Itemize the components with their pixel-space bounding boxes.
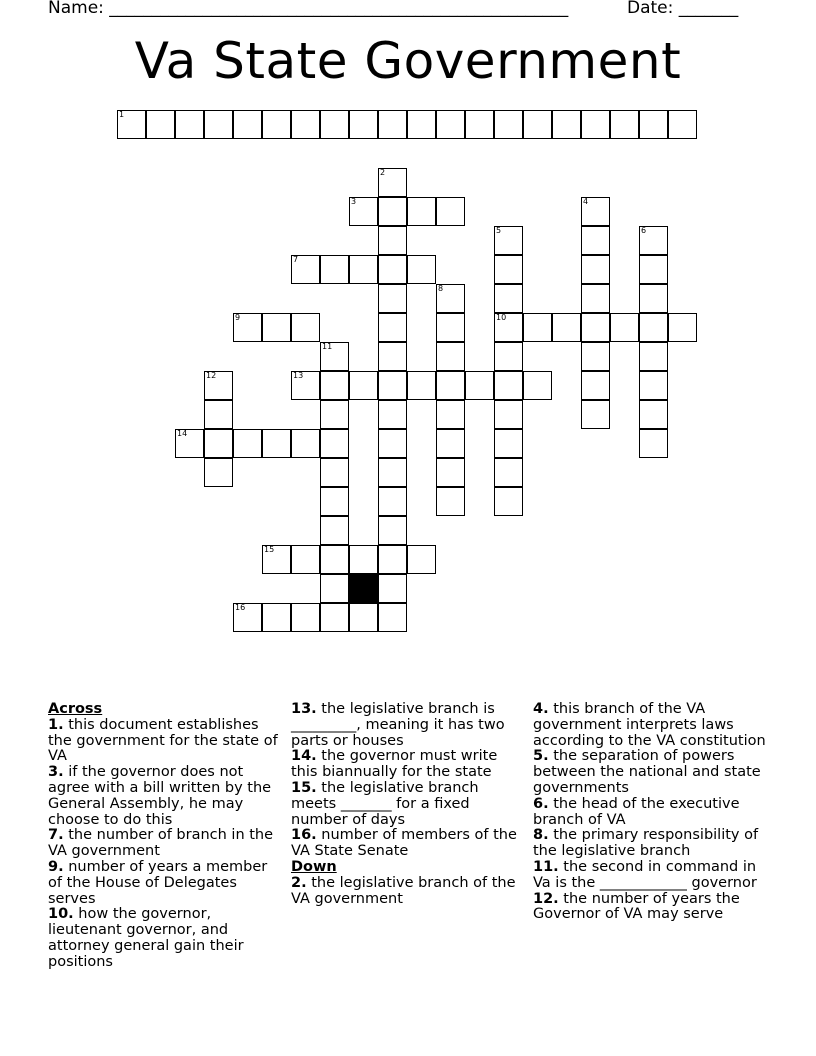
crossword-cell[interactable]: [291, 429, 320, 458]
crossword-cell[interactable]: [494, 110, 523, 139]
clue-down-12: [533, 892, 769, 924]
crossword-cell[interactable]: [378, 458, 407, 487]
clue-number: 10.: [48, 906, 74, 923]
crossword-cell[interactable]: [436, 197, 465, 226]
crossword-cell[interactable]: [378, 487, 407, 516]
crossword-cell[interactable]: [320, 255, 349, 284]
cell-number: 10: [496, 313, 507, 322]
crossword-cell[interactable]: [407, 197, 436, 226]
page-title: Va State Government: [134, 32, 682, 90]
clue-number: 7.: [48, 827, 64, 844]
crossword-cell[interactable]: [378, 197, 407, 226]
crossword-cell[interactable]: [494, 255, 523, 284]
cell-number: 7: [293, 255, 299, 264]
crossword-cell[interactable]: [494, 458, 523, 487]
clue-number: 14.: [291, 748, 317, 765]
cell-number: 16: [235, 603, 246, 612]
crossword-cell[interactable]: [494, 226, 523, 255]
crossword-cell[interactable]: [494, 371, 523, 400]
crossword-cell[interactable]: [291, 255, 320, 284]
cell-number: 2: [380, 168, 386, 177]
crossword-cell[interactable]: [262, 110, 291, 139]
crossword-cell[interactable]: [610, 110, 639, 139]
crossword-cell[interactable]: [320, 603, 349, 632]
crossword-cell[interactable]: [378, 110, 407, 139]
crossword-cell[interactable]: [291, 110, 320, 139]
crossword-cell[interactable]: [494, 284, 523, 313]
clue-across-7: [48, 828, 284, 860]
clue-number: 3.: [48, 764, 64, 781]
clue-text: the legislative branch of the VA government: [291, 874, 516, 907]
crossword-cell[interactable]: [262, 545, 291, 574]
clue-text: if the governor does not agree with a bill written by the General Assembly, he may choose to do this: [48, 764, 272, 828]
crossword-cell[interactable]: [204, 110, 233, 139]
crossword-cell[interactable]: [581, 342, 610, 371]
cell-number: 15: [264, 545, 275, 554]
date-field[interactable]: Date: _______: [627, 0, 739, 18]
crossword-cell[interactable]: [378, 545, 407, 574]
clue-text: the number of years the Governor of VA may serve: [533, 890, 740, 923]
cell-number: 4: [583, 197, 589, 206]
crossword-cell[interactable]: [146, 110, 175, 139]
crossword-cell[interactable]: [233, 313, 262, 342]
crossword-cell[interactable]: [262, 313, 291, 342]
crossword-cell[interactable]: [639, 284, 668, 313]
crossword-cell[interactable]: [639, 226, 668, 255]
cell-number: 1: [119, 110, 125, 119]
cell-number: 8: [438, 284, 444, 293]
crossword-cell[interactable]: [639, 110, 668, 139]
crossword-cell[interactable]: [581, 197, 610, 226]
crossword-cell[interactable]: [117, 110, 146, 139]
crossword-cell[interactable]: [494, 342, 523, 371]
clue-number: 8.: [533, 827, 549, 844]
crossword-cell[interactable]: [639, 255, 668, 284]
clue-down-11: [533, 860, 769, 892]
crossword-cell[interactable]: [291, 371, 320, 400]
crossword-cell[interactable]: [407, 110, 436, 139]
crossword-cell[interactable]: [581, 284, 610, 313]
clue-down-2: [291, 876, 525, 908]
clue-text: the number of branch in the VA government: [48, 827, 274, 860]
crossword-cell[interactable]: [320, 487, 349, 516]
crossword-cell[interactable]: [262, 429, 291, 458]
crossword-cell[interactable]: [320, 516, 349, 545]
crossword-cell[interactable]: [639, 371, 668, 400]
crossword-cell[interactable]: [378, 168, 407, 197]
header: [48, 0, 748, 20]
crossword-cell[interactable]: [436, 313, 465, 342]
crossword-cell[interactable]: [233, 110, 262, 139]
crossword-cell[interactable]: [320, 110, 349, 139]
crossword-cell[interactable]: [465, 110, 494, 139]
crossword-cell[interactable]: [494, 313, 523, 342]
clue-down-8: [533, 828, 769, 860]
cell-number: 3: [351, 197, 357, 206]
crossword-cell[interactable]: [349, 255, 378, 284]
crossword-cell[interactable]: [523, 313, 552, 342]
clue-down-6: [533, 797, 769, 829]
across-heading: Across: [48, 701, 103, 717]
cell-number: 14: [177, 429, 188, 438]
crossword-cell[interactable]: [581, 255, 610, 284]
crossword-cell[interactable]: [639, 313, 668, 342]
clue-text: the governor must write this biannually for the state: [291, 748, 498, 781]
crossword-cell[interactable]: [610, 313, 639, 342]
crossword-cell[interactable]: [581, 313, 610, 342]
crossword-cell[interactable]: [320, 458, 349, 487]
crossword-cell[interactable]: [436, 487, 465, 516]
crossword-cell[interactable]: [407, 255, 436, 284]
clue-number: 4.: [533, 701, 549, 717]
clue-down-4: [533, 702, 769, 749]
crossword-cell[interactable]: [639, 342, 668, 371]
crossword-cell[interactable]: [378, 226, 407, 255]
crossword-cell[interactable]: [378, 516, 407, 545]
crossword-cell[interactable]: [378, 574, 407, 603]
crossword-cell[interactable]: [291, 545, 320, 574]
crossword-cell[interactable]: [552, 110, 581, 139]
clue-text: how the governor, lieutenant governor, and attorney general gain their positions: [48, 906, 244, 970]
clue-text: number of years a member of the House of Delegates serves: [48, 858, 268, 907]
crossword-cell[interactable]: [349, 197, 378, 226]
clue-text: this branch of the VA government interprets laws according to the VA constitution: [533, 701, 766, 749]
crossword-cell[interactable]: [581, 400, 610, 429]
clue-number: 12.: [533, 890, 559, 907]
clue-text: number of members of the VA State Senate: [291, 827, 517, 860]
crossword-cell[interactable]: [436, 400, 465, 429]
clues-column-2: [291, 702, 525, 907]
crossword-cell[interactable]: [320, 371, 349, 400]
crossword-cell[interactable]: [320, 545, 349, 574]
crossword-cell[interactable]: [378, 313, 407, 342]
crossword-cell[interactable]: [233, 603, 262, 632]
clue-text: the primary responsibility of the legislative branch: [533, 827, 759, 860]
clue-number: 1.: [48, 716, 64, 733]
clue-across-16: [291, 828, 525, 860]
clue-across-13: [291, 702, 525, 749]
crossword-cell[interactable]: [436, 284, 465, 313]
clue-number: 2.: [291, 874, 307, 891]
crossword-cell[interactable]: [378, 603, 407, 632]
clue-across-15: [291, 781, 525, 828]
clue-number: 16.: [291, 827, 317, 844]
crossword-cell[interactable]: [407, 545, 436, 574]
crossword-cell[interactable]: [494, 429, 523, 458]
clue-number: 6.: [533, 795, 549, 812]
clue-number: 5.: [533, 748, 549, 765]
crossword-cell[interactable]: [407, 371, 436, 400]
crossword-cell[interactable]: [523, 371, 552, 400]
crossword-cell[interactable]: [494, 487, 523, 516]
crossword-cell[interactable]: [204, 371, 233, 400]
clues-column-3: [533, 702, 769, 923]
clue-across-9: [48, 860, 284, 907]
cell-number: 5: [496, 226, 502, 235]
crossword-cell[interactable]: [349, 545, 378, 574]
clue-text: this document establishes the government for the state of VA: [48, 716, 278, 765]
crossword-cell[interactable]: [581, 371, 610, 400]
clue-text: the head of the executive branch of VA: [533, 795, 740, 828]
crossword-cell[interactable]: [349, 371, 378, 400]
clue-number: 15.: [291, 779, 317, 796]
down-heading: Down: [291, 858, 337, 875]
crossword-cell[interactable]: [175, 429, 204, 458]
clue-down-5: [533, 749, 769, 796]
clue-text: the legislative branch is _________, meaning it has two parts or houses: [291, 701, 505, 749]
crossword-cell[interactable]: [523, 110, 552, 139]
crossword-cell[interactable]: [349, 603, 378, 632]
cell-number: 12: [206, 371, 217, 380]
crossword-cell[interactable]: [436, 429, 465, 458]
crossword-cell[interactable]: [668, 313, 697, 342]
crossword-cell[interactable]: [320, 342, 349, 371]
crossword-cell[interactable]: [436, 342, 465, 371]
clue-across-10: [48, 907, 284, 970]
crossword-cell[interactable]: [581, 226, 610, 255]
clue-text: the legislative branch meets _______ for a fixed number of days: [291, 779, 479, 828]
crossword-cell[interactable]: [378, 342, 407, 371]
crossword-cell[interactable]: [320, 429, 349, 458]
crossword-cell[interactable]: [378, 371, 407, 400]
crossword-cell[interactable]: [204, 400, 233, 429]
clue-across-14: [291, 749, 525, 781]
name-field[interactable]: Name: ______________________________________________________: [48, 0, 569, 18]
crossword-cell[interactable]: [320, 400, 349, 429]
crossword-cell[interactable]: [204, 458, 233, 487]
cell-number: 11: [322, 342, 333, 351]
crossword-cell[interactable]: [436, 371, 465, 400]
crossword-cell[interactable]: [436, 458, 465, 487]
clue-number: 9.: [48, 858, 64, 875]
crossword-cell[interactable]: [378, 255, 407, 284]
crossword-cell[interactable]: [494, 400, 523, 429]
crossword-cell[interactable]: [378, 284, 407, 313]
crossword-cell[interactable]: [349, 110, 378, 139]
crossword-cell[interactable]: [436, 110, 465, 139]
clue-text: the second in command in Va is the ____________ governor: [533, 858, 757, 891]
crossword-cell[interactable]: [378, 400, 407, 429]
clue-text: the separation of powers between the national and state governments: [533, 748, 761, 796]
clues-column-1: [48, 702, 284, 971]
cell-number: 9: [235, 313, 241, 322]
clue-across-3: [48, 765, 284, 828]
clue-number: 13.: [291, 701, 317, 717]
crossword-cell[interactable]: [639, 429, 668, 458]
crossword-cell[interactable]: [291, 313, 320, 342]
crossword-cell[interactable]: [465, 371, 494, 400]
clue-across-1: [48, 718, 284, 765]
crossword-cell[interactable]: [581, 110, 610, 139]
cell-number: 6: [641, 226, 647, 235]
crossword-cell[interactable]: [639, 400, 668, 429]
crossword-cell[interactable]: [204, 429, 233, 458]
crossword-cell[interactable]: [262, 603, 291, 632]
crossword-cell[interactable]: [233, 429, 262, 458]
crossword-cell[interactable]: [320, 574, 349, 603]
crossword-cell[interactable]: [378, 429, 407, 458]
clue-number: 11.: [533, 858, 559, 875]
crossword-cell[interactable]: [668, 110, 697, 139]
crossword-cell[interactable]: [552, 313, 581, 342]
cell-number: 13: [293, 371, 304, 380]
crossword-cell[interactable]: [291, 603, 320, 632]
black-cell: [349, 574, 378, 603]
crossword-cell[interactable]: [175, 110, 204, 139]
